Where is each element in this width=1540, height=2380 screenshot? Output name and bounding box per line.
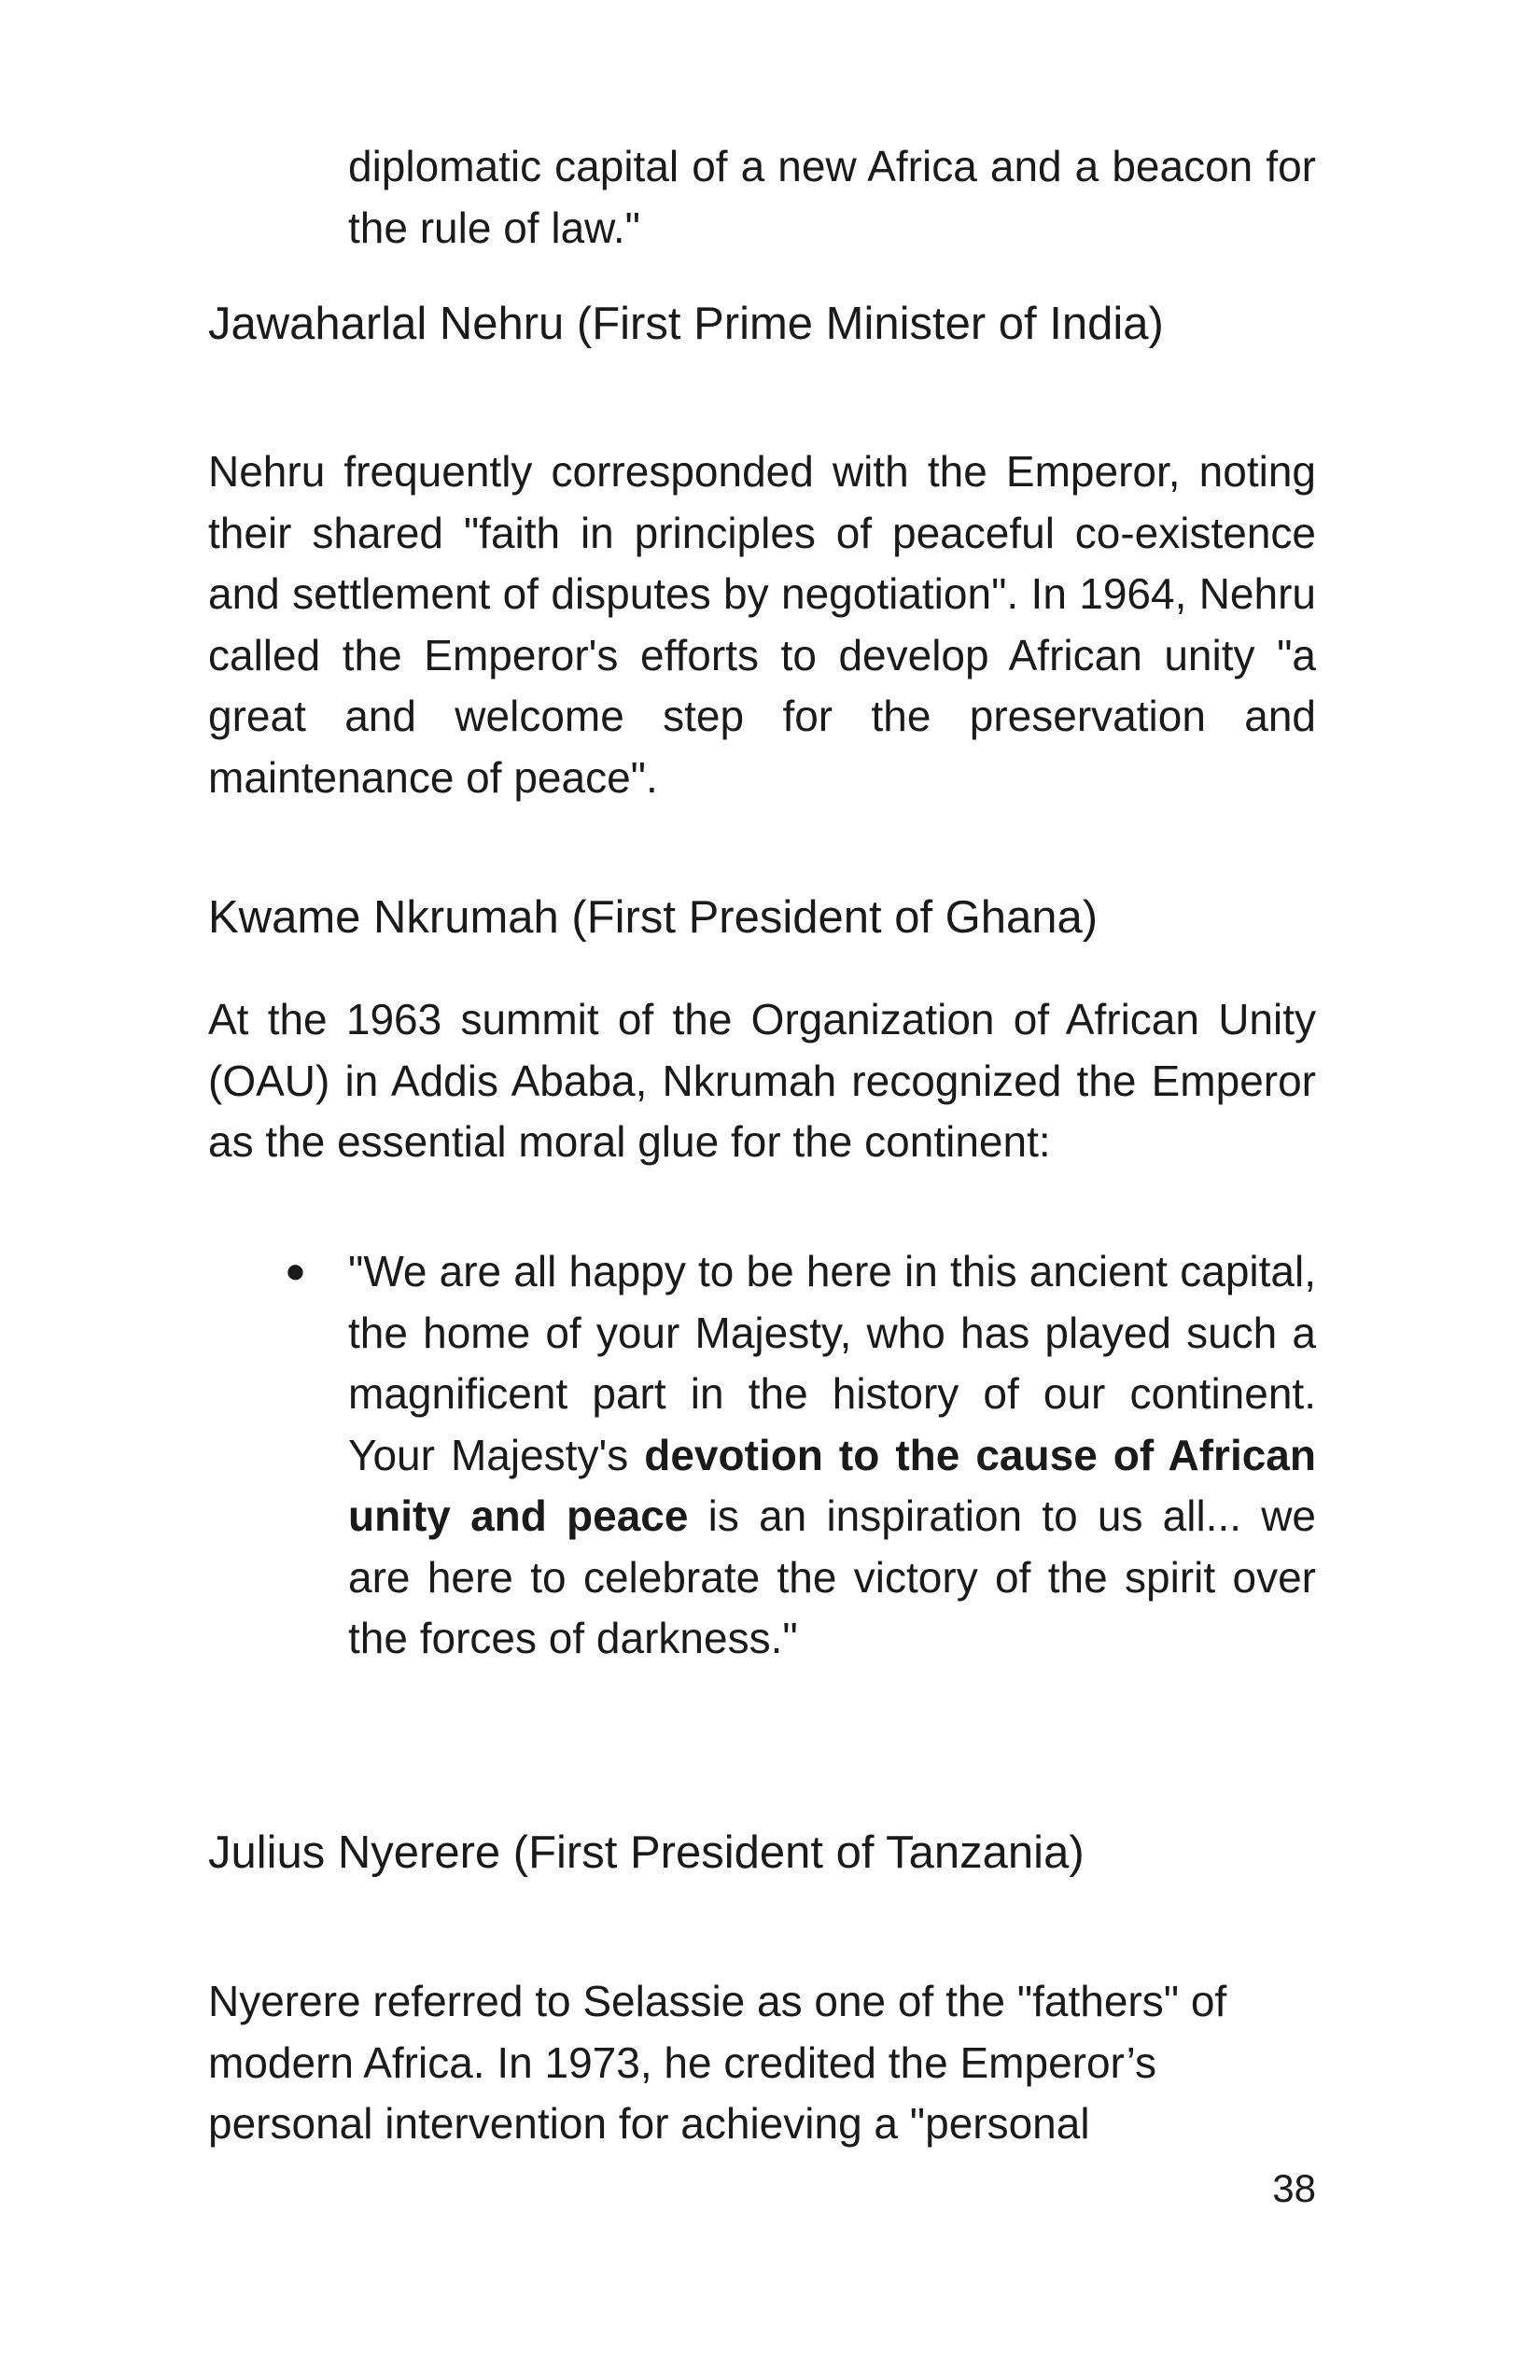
paragraph-nehru: Nehru frequently corresponded with the Emperor, noting their shared "faith in principles of peaceful co-existence and settlement of disputes by negotiation". In 1964, Nehru called the Emperor's efforts to develop African unity "a great and welcome step for the preservation and maintenance of peace". [208, 447, 1316, 802]
heading-nehru: Jawaharlal Nehru (First Prime Minister of India) [208, 299, 1164, 349]
page-number: 38 [1272, 2166, 1316, 2210]
heading-nkrumah: Kwame Nkrumah (First President of Ghana) [208, 892, 1099, 943]
list-item [208, 1241, 1316, 1670]
bullet-text-part2: is an inspiration to us all... we are here to celebrate the victory of the spirit over the forces of darkness." [348, 1491, 1316, 1662]
quote-bullet-list [208, 1241, 1316, 1670]
bullet-icon: ● [285, 1252, 306, 1291]
paragraph-nkrumah: At the 1963 summit of the Organization of African Unity (OAU) in Addis Ababa, Nkrumah recognized the Emperor as the essential moral glue for the continent: [208, 995, 1316, 1166]
bullet-text-part1: "We are all happy to be here in this ancient capital, the home of your Majesty, who has played such a magnificent part in the history of our continent. Your Majesty's [348, 1247, 1316, 1479]
bullet-text-bold: devotion to the cause of African unity and peace [348, 1430, 1316, 1540]
heading-nyerere: Julius Nyerere (First President of Tanzania) [208, 1827, 1085, 1878]
paragraph-nyerere: Nyerere referred to Selassie as one of the "fathers" of modern Africa. In 1973, he credited the Emperor’s personal intervention for achieving a "personal [208, 1977, 1227, 2148]
opening-quote-continuation: diplomatic capital of a new Africa and a beacon for the rule of law." [348, 142, 1316, 252]
